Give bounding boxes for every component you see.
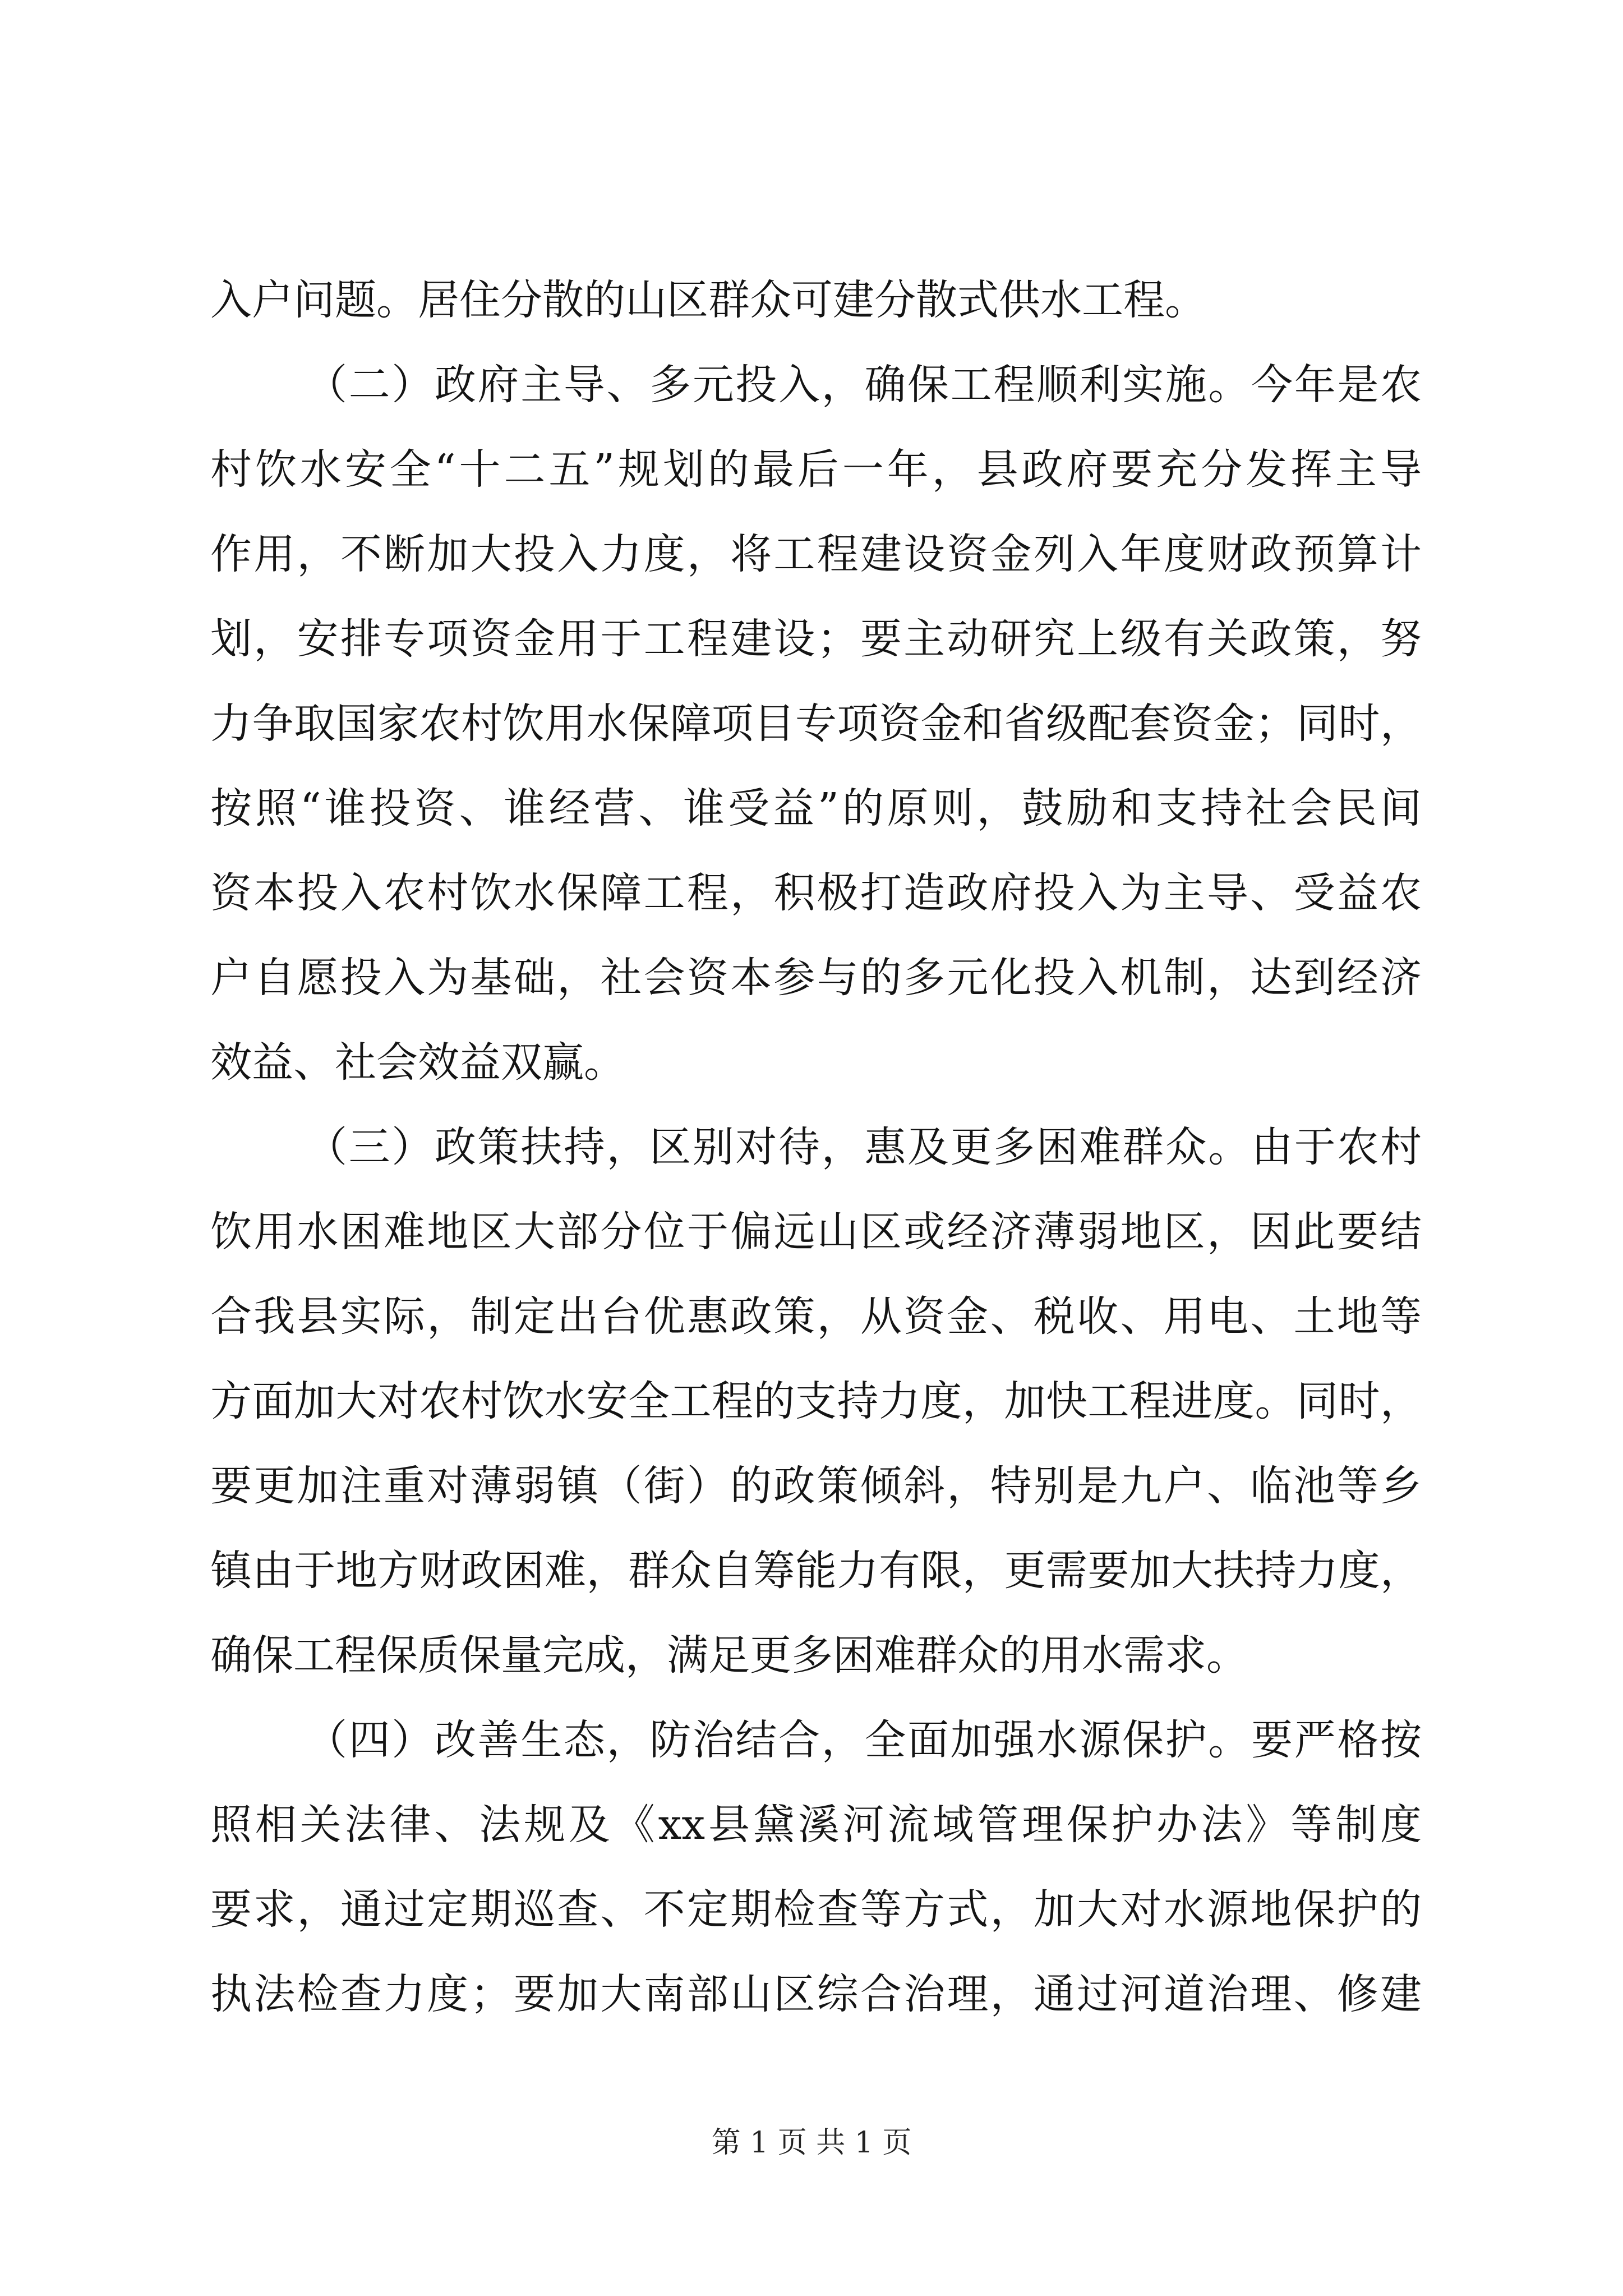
text-line: 合我县实际，制定出台优惠政策，从资金、税收、用电、土地等 bbox=[210, 1292, 1422, 1341]
paragraph-heading-line: （二）政府主导、多元投入，确保工程顺利实施。今年是农 bbox=[306, 361, 1422, 409]
body-text bbox=[210, 258, 1422, 2037]
text-line: 资本投入农村饮水保障工程，积极打造政府投入为主导、受益农 bbox=[210, 869, 1422, 917]
text-line: 饮用水困难地区大部分位于偏远山区或经济薄弱地区，因此要结 bbox=[210, 1208, 1422, 1256]
text-line: 效益、社会效益双赢。 bbox=[210, 1038, 625, 1087]
text-line: 划，安排专项资金用于工程建设；要主动研究上级有关政策，努 bbox=[210, 615, 1422, 663]
paragraph-heading-line: （三）政策扶持，区别对待，惠及更多困难群众。由于农村 bbox=[306, 1123, 1422, 1171]
text-line: 按照“谁投资、谁经营、谁受益”的原则，鼓励和支持社会民间 bbox=[210, 784, 1422, 832]
text-line: 要求，通过定期巡查、不定期检查等方式，加大对水源地保护的 bbox=[210, 1885, 1422, 1934]
text-line: 要更加注重对薄弱镇（街）的政策倾斜，特别是九户、临池等乡 bbox=[210, 1462, 1422, 1510]
text-line: 照相关法律、法规及《xx县黛溪河流域管理保护办法》等制度 bbox=[210, 1801, 1422, 1849]
text-line: 作用，不断加大投入力度，将工程建设资金列入年度财政预算计 bbox=[210, 530, 1422, 578]
text-line: 执法检查力度；要加大南部山区综合治理，通过河道治理、修建 bbox=[210, 1970, 1422, 2018]
paragraph-heading-line: （四）改善生态，防治结合，全面加强水源保护。要严格按 bbox=[306, 1716, 1422, 1764]
text-line: 确保工程保质保量完成，满足更多困难群众的用水需求。 bbox=[210, 1631, 1248, 1680]
page-footer: 第 1 页 共 1 页 bbox=[711, 2126, 912, 2160]
text-line: 户自愿投入为基础，社会资本参与的多元化投入机制，达到经济 bbox=[210, 954, 1422, 1002]
text-line: 镇由于地方财政困难，群众自筹能力有限，更需要加大扶持力度， bbox=[210, 1547, 1422, 1595]
text-line: 力争取国家农村饮用水保障项目专项资金和省级配套资金；同时， bbox=[210, 700, 1422, 748]
text-line: 村饮水安全“十二五”规划的最后一年，县政府要充分发挥主导 bbox=[210, 445, 1422, 494]
text-line: 方面加大对农村饮水安全工程的支持力度，加快工程进度。同时， bbox=[210, 1377, 1422, 1425]
text-line: 入户问题。居住分散的山区群众可建分散式供水工程。 bbox=[210, 276, 1206, 324]
